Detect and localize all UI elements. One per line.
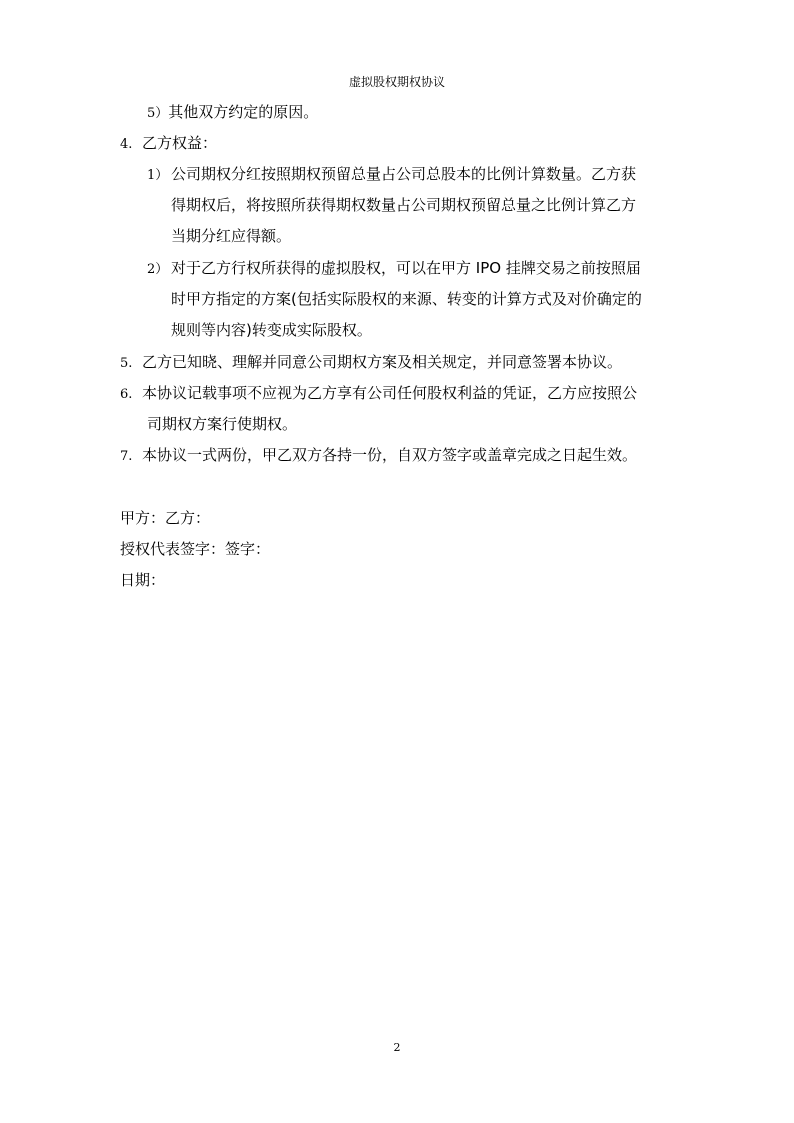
sub-item-number: 5）: [147, 106, 169, 121]
sub-item-text: 其他双方约定的原因。: [168, 103, 319, 121]
signature-signers: 授权代表签字：签字：: [120, 540, 271, 558]
clause-4: [120, 133, 217, 155]
clause-number: 4.: [120, 137, 133, 152]
clause-text: 乙方已知晓、理解并同意公司期权方案及相关规定，并同意签署本协议。: [142, 353, 623, 371]
sub-item-text: 公司期权分红按照期权预留总量占公司总股本的比例计算数量。乙方获: [171, 165, 637, 183]
clause-number: 5.: [120, 356, 133, 371]
clause-text: 乙方权益：: [142, 134, 218, 152]
signature-date: 日期：: [120, 571, 166, 589]
clause-4-sub-1-line-3: 当期分红应得额。: [171, 227, 292, 245]
page-number: 2: [393, 1041, 401, 1054]
clause-4-sub-2-line-1: [147, 258, 641, 280]
clause-text: 本协议记载事项不应视为乙方享有公司任何股权利益的凭证，乙方应按照公: [142, 384, 638, 402]
clause-4-sub-1-line-2: 得期权后，将按照所获得期权数量占公司期权预留总量之比例计算乙方: [171, 196, 637, 214]
sub-item-5: [147, 102, 318, 124]
clause-4-sub-1-line-1: [147, 164, 636, 186]
document-header-title: 虚拟股权期权协议: [348, 75, 445, 89]
clause-4-sub-2-line-3: 规则等内容)转变成实际股权。: [171, 321, 372, 339]
signature-parties: 甲方：乙方：: [120, 509, 211, 527]
clause-4-sub-2-line-2: 时甲方指定的方案(包括实际股权的来源、转变的计算方式及对价确定的: [171, 290, 642, 308]
clause-number: 7.: [120, 449, 133, 464]
sub-item-text: 对于乙方行权所获得的虚拟股权，可以在甲方 IPO 挂牌交易之前按照届: [171, 259, 641, 277]
clause-6-line-1: [120, 383, 637, 405]
clause-7: [120, 445, 637, 467]
clause-number: 6.: [120, 387, 133, 402]
clause-text: 本协议一式两份，甲乙双方各持一份，自双方签字或盖章完成之日起生效。: [142, 446, 638, 464]
sub-item-number: 2）: [147, 262, 169, 277]
clause-5: [120, 352, 622, 374]
sub-item-number: 1）: [147, 168, 169, 183]
clause-6-line-2: 司期权方案行使期权。: [147, 415, 298, 433]
